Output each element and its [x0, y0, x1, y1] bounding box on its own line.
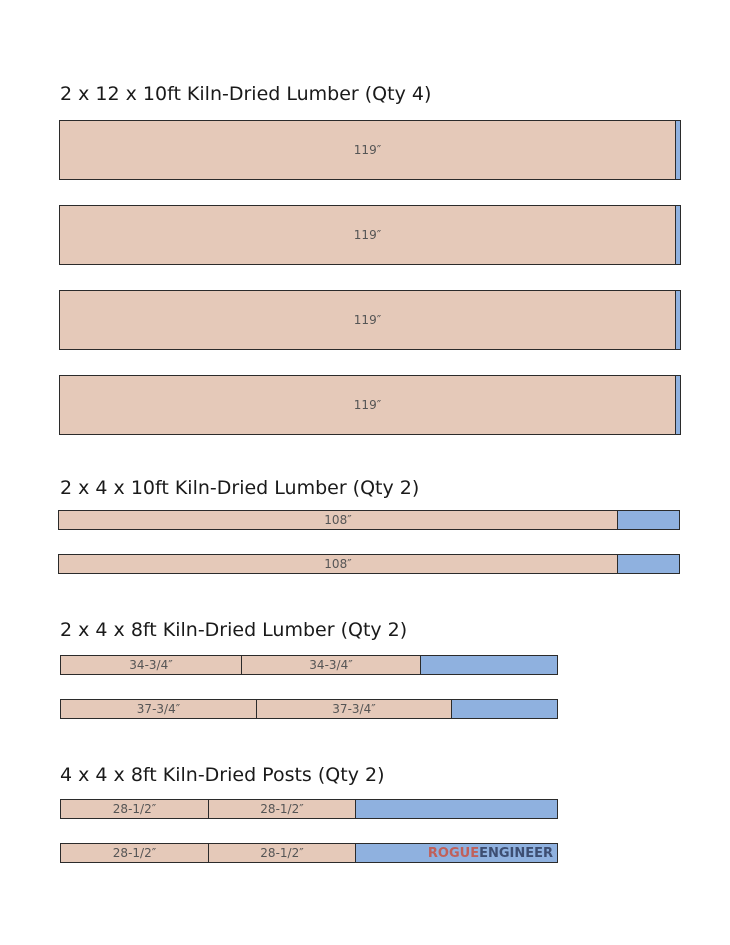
board-2x4x8-2 — [60, 699, 558, 719]
board-4x4x8-2 — [60, 843, 558, 863]
cut-piece: 37-3/4″ — [257, 700, 452, 718]
logo-rogue-text: ROGUE — [427, 845, 480, 861]
scrap-piece — [676, 376, 680, 434]
scrap-piece — [421, 656, 557, 674]
section-title-2x4x10: 2 x 4 x 10ft Kiln-Dried Lumber (Qty 2) — [60, 477, 420, 499]
board-2x4x10-2 — [58, 554, 680, 574]
board-2x12-1 — [59, 120, 681, 180]
cut-piece: 119″ — [60, 291, 676, 349]
scrap-piece — [452, 700, 557, 718]
cut-piece: 108″ — [59, 511, 618, 529]
board-4x4x8-1 — [60, 799, 558, 819]
cut-piece: 28-1/2″ — [209, 800, 356, 818]
cut-piece: 108″ — [59, 555, 618, 573]
cut-piece: 119″ — [60, 121, 676, 179]
cut-piece: 34-3/4″ — [242, 656, 421, 674]
scrap-piece — [676, 206, 680, 264]
cut-piece: 28-1/2″ — [61, 844, 209, 862]
cut-piece: 119″ — [60, 206, 676, 264]
logo-engineer-text: ENGINEER — [479, 845, 553, 861]
board-2x12-3 — [59, 290, 681, 350]
scrap-piece — [356, 844, 557, 862]
section-title-4x4x8: 4 x 4 x 8ft Kiln-Dried Posts (Qty 2) — [60, 764, 385, 786]
cut-piece: 28-1/2″ — [61, 800, 209, 818]
board-2x4x10-1 — [58, 510, 680, 530]
cut-piece: 119″ — [60, 376, 676, 434]
scrap-piece — [618, 511, 679, 529]
rogue-engineer-logo — [428, 846, 557, 861]
scrap-piece — [356, 800, 557, 818]
cut-piece: 34-3/4″ — [61, 656, 242, 674]
board-2x12-4 — [59, 375, 681, 435]
scrap-piece — [676, 121, 680, 179]
cut-piece: 37-3/4″ — [61, 700, 257, 718]
board-2x12-2 — [59, 205, 681, 265]
section-title-2x4x8: 2 x 4 x 8ft Kiln-Dried Lumber (Qty 2) — [60, 619, 408, 641]
board-2x4x8-1 — [60, 655, 558, 675]
section-title-2x12x10: 2 x 12 x 10ft Kiln-Dried Lumber (Qty 4) — [60, 83, 432, 105]
scrap-piece — [676, 291, 680, 349]
scrap-piece — [618, 555, 679, 573]
cut-piece: 28-1/2″ — [209, 844, 356, 862]
